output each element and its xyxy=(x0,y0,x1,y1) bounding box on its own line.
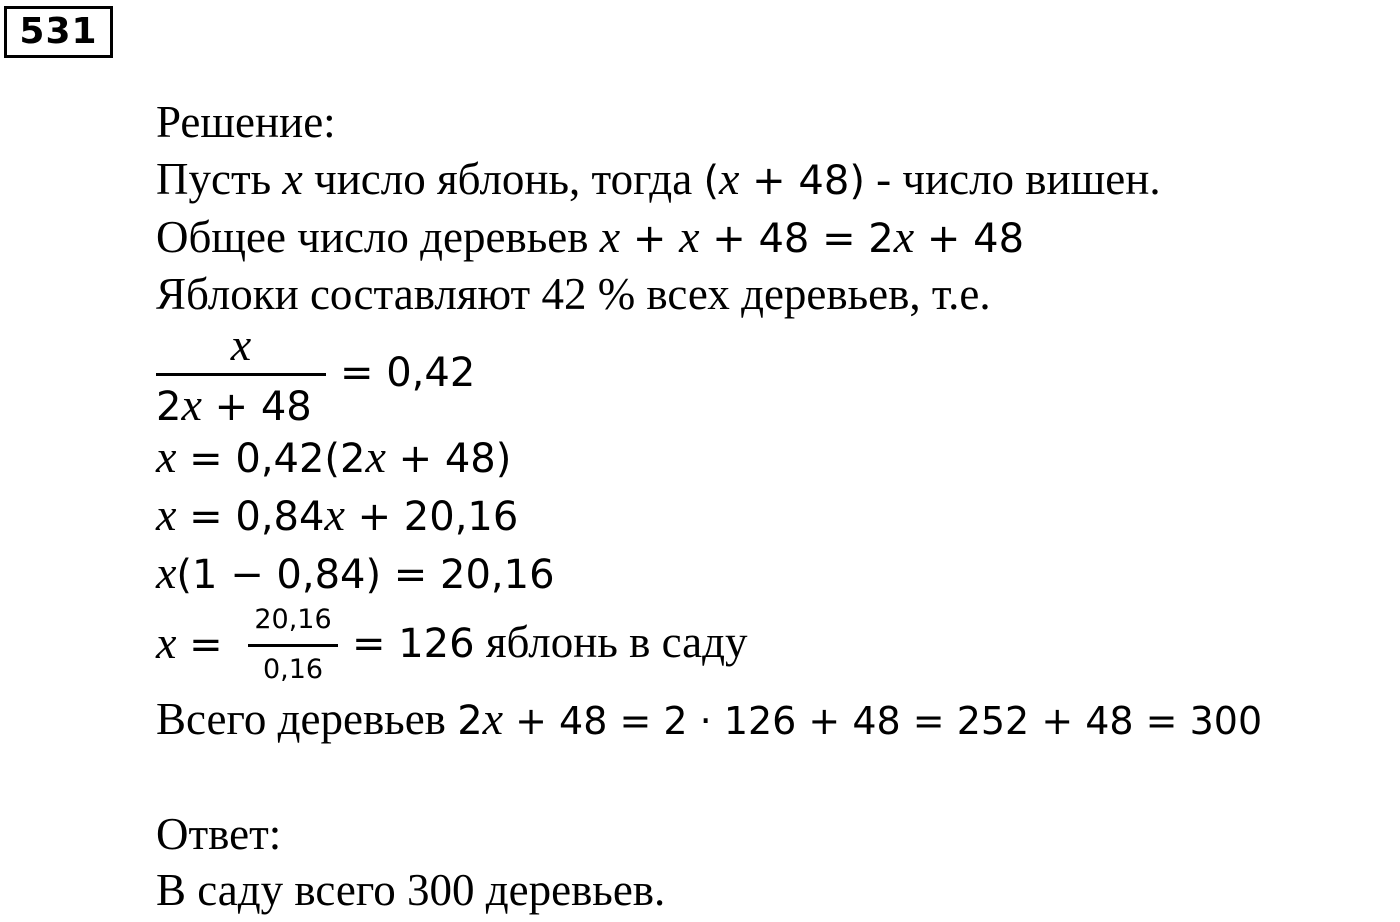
fraction-numerator xyxy=(156,318,326,371)
line-apples-percent: Яблоки составляют 42 % всех деревьев, т.е. xyxy=(156,269,991,319)
math: + 48) xyxy=(739,158,865,204)
var-x: x xyxy=(679,211,700,262)
var-x: x xyxy=(365,431,386,482)
math: + xyxy=(620,216,680,262)
math: + 48 = 2 xyxy=(699,216,894,262)
math: + 48 = 2 · 126 + 48 = 252 + 48 = 300 xyxy=(503,699,1263,743)
var-x: x xyxy=(230,319,252,370)
line-total-result xyxy=(156,692,1262,745)
solution-label: Решение: xyxy=(156,97,336,147)
equation-4-lhs xyxy=(156,616,223,669)
var-x: x xyxy=(156,431,177,482)
var-x: x xyxy=(719,153,740,204)
var-x: x xyxy=(482,693,504,744)
equation-2 xyxy=(156,488,518,541)
fraction-numerator: 20,16 xyxy=(254,604,332,635)
equation-1 xyxy=(156,430,511,483)
fraction-denominator xyxy=(156,378,326,431)
math: + 48) xyxy=(385,436,512,482)
fraction-denominator: 0,16 xyxy=(262,654,324,685)
math: = xyxy=(176,622,223,668)
text: - число вишен. xyxy=(864,154,1161,204)
math: (1 − 0,84) = 20,16 xyxy=(176,552,555,598)
text: число яблонь, тогда xyxy=(302,154,704,204)
equation-4-rhs xyxy=(352,616,748,668)
math: 2 xyxy=(156,384,182,430)
var-x: x xyxy=(156,489,177,540)
var-x: x xyxy=(324,489,345,540)
var-x: x xyxy=(893,211,915,262)
text: Пусть xyxy=(156,154,283,204)
math: = 126 xyxy=(352,621,475,667)
fraction-bar xyxy=(156,373,326,376)
line-total-trees xyxy=(156,210,1024,263)
var-x: x xyxy=(282,153,303,204)
math: = 0,84 xyxy=(176,494,325,540)
fraction-rhs: = 0,42 xyxy=(340,350,476,396)
var-x: x xyxy=(156,547,177,598)
var-x: x xyxy=(599,211,621,262)
answer-text: В саду всего 300 деревьев. xyxy=(156,865,666,915)
math: ( xyxy=(703,158,720,204)
answer-label: Ответ: xyxy=(156,809,282,859)
text: Всего деревьев xyxy=(156,694,458,744)
text: Общее число деревьев xyxy=(156,212,600,262)
math: + 48 xyxy=(201,384,312,430)
math: + 48 xyxy=(914,216,1025,262)
equation-3 xyxy=(156,546,555,599)
problem-number: 531 xyxy=(4,6,113,58)
line-let-x xyxy=(156,152,1161,205)
math: 2 xyxy=(457,698,483,744)
math: = 0,42(2 xyxy=(176,436,366,482)
math: + 20,16 xyxy=(344,494,519,540)
var-x: x xyxy=(181,379,202,430)
text: яблонь в саду xyxy=(474,617,748,667)
var-x: x xyxy=(156,617,177,668)
fraction-bar xyxy=(248,644,338,647)
